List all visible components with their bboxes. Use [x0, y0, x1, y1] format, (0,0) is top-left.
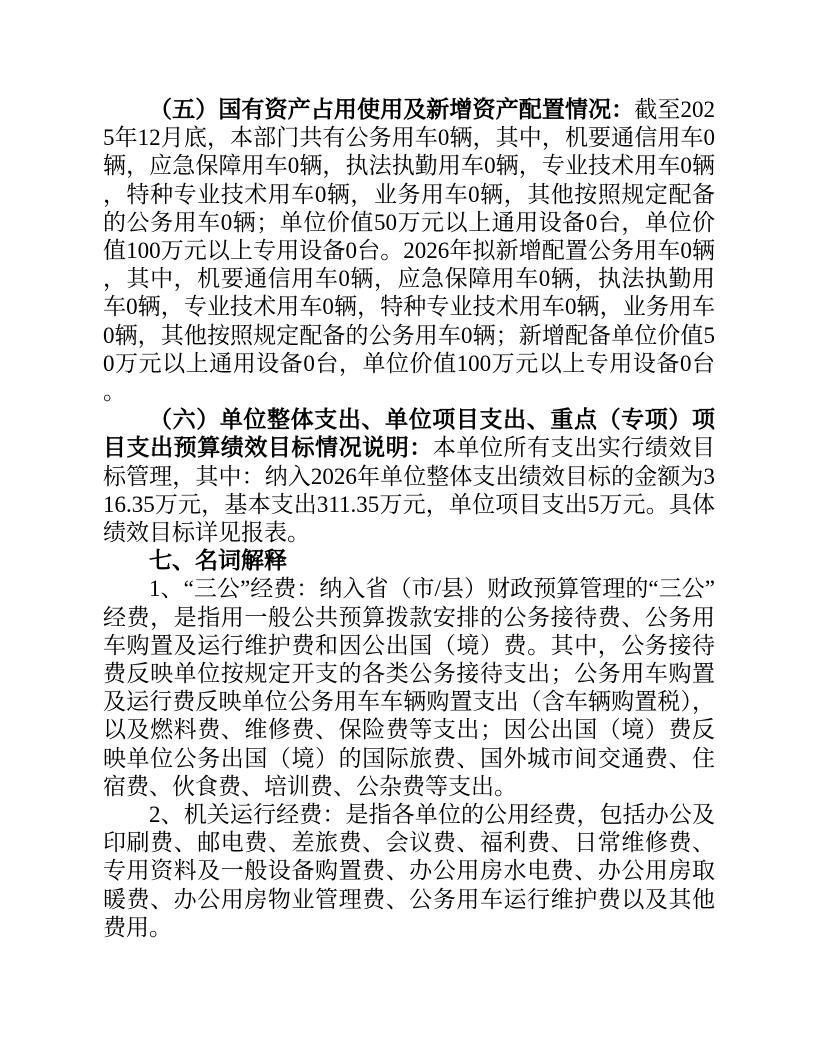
para-section-6-performance-targets	[103, 406, 715, 547]
para-section-5-asset-usage-run-1: 截至2025年12月底，本部门共有公务用车0辆，其中，机要通信用车0辆，应急保障用车0辆，执法执勤用车0辆，专业技术用车0辆，特种专业技术用车0辆，业务用车0辆，其他按照规定配备的公务用车0辆；单位价值50万元以上通用设备0台，单位价值100万元以上专用设备0台。2026年拟新增配置公务用车0辆，其中，机要通信用车0辆，应急保障用车0辆，执法执勤用车0辆，专业技术用车0辆，特种专业技术用车0辆，业务用车0辆，其他按照规定配备的公务用车0辆；新增配备单位价值50万元以上通用设备0台，单位价值100万元以上专用设备0台。	[103, 97, 716, 405]
para-section-5-asset-usage	[103, 96, 715, 406]
para-term-1-sangong-funds	[103, 575, 715, 801]
para-section-6-performance-targets-run-0: （六）单位整体支出、单位项目支出、重点（专项）项目支出预算绩效目标情况说明：	[103, 407, 715, 461]
heading-section-7-glossary	[103, 547, 715, 575]
document-content	[103, 96, 715, 942]
para-term-2-agency-operating-funds	[103, 801, 715, 942]
para-section-5-asset-usage-run-0: （五）国有资产占用使用及新增资产配置情况：	[149, 97, 635, 122]
para-term-1-sangong-funds-run-0: 1、“三公”经费：纳入省（市/县）财政预算管理的“三公”经费，是指用一般公共预算拨款安排的公务接待费、公务用车购置及运行维护费和因公出国（境）费。其中，公务接待费反映单位按规定开支的各类公务接待支出；公务用车购置及运行费反映单位公务用车车辆购置支出（含车辆购置税），以及燃料费、维修费、保险费等支出；因公出国（境）费反映单位公务出国（境）的国际旅费、国外城市间交通费、住宿费、伙食费、培训费、公杂费等支出。	[103, 576, 715, 799]
para-term-2-agency-operating-funds-run-0: 2、机关运行经费：是指各单位的公用经费，包括办公及印刷费、邮电费、差旅费、会议费、福利费、日常维修费、专用资料及一般设备购置费、办公用房水电费、办公用房取暖费、办公用房物业管理费、公务用车运行维护费以及其他费用。	[103, 802, 715, 940]
heading-section-7-glossary-run-0: 七、名词解释	[149, 548, 287, 574]
para-section-6-performance-targets-run-1: 本单位所有支出实行绩效目标管理，其中：纳入2026年单位整体支出绩效目标的金额为316.35万元，基本支出311.35万元，单位项目支出5万元。具体绩效目标详见报表。	[103, 435, 716, 546]
